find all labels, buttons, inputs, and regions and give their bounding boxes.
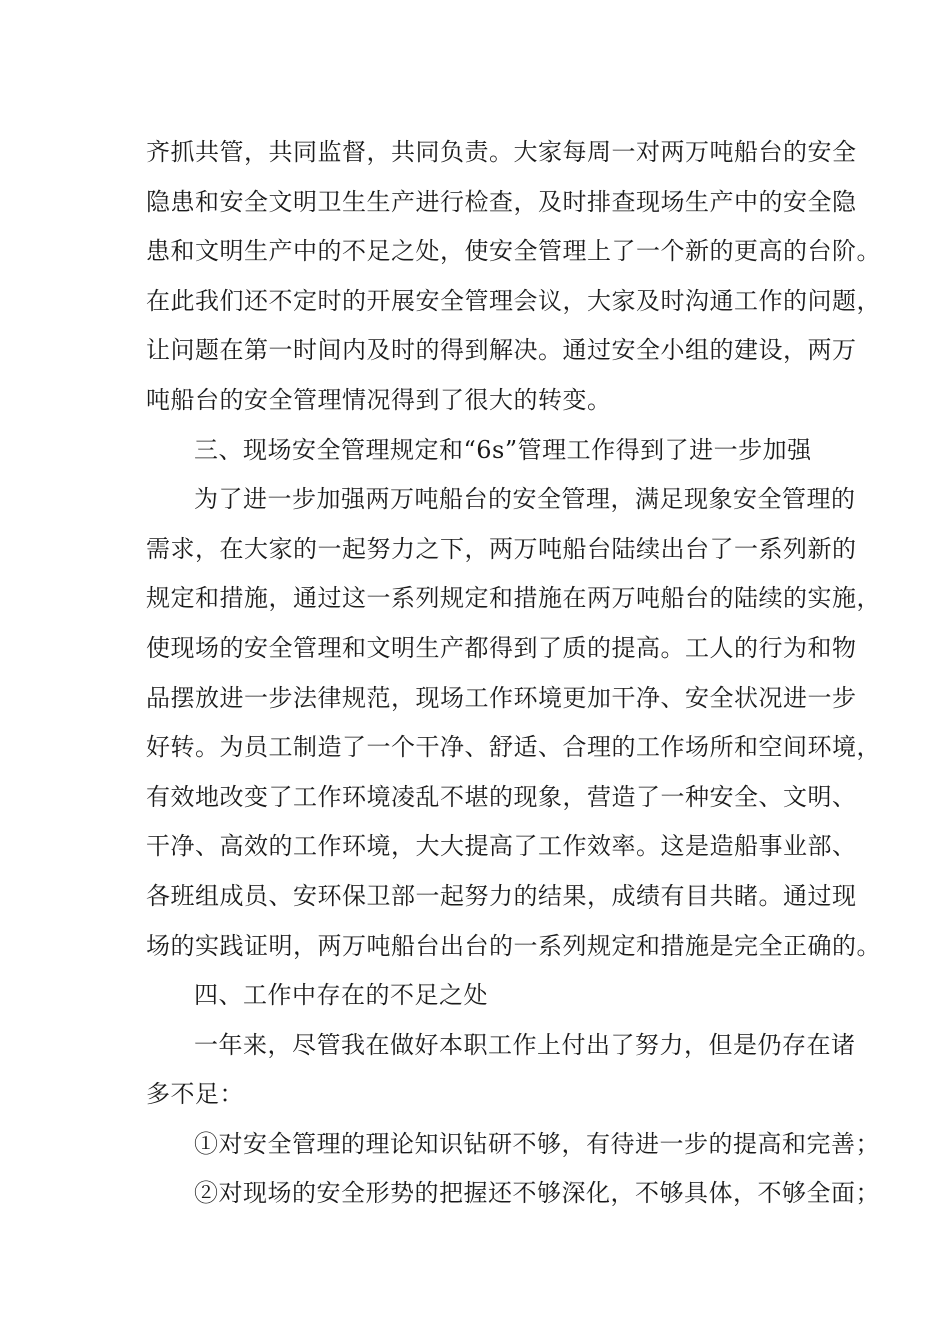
text-line: 多不足： <box>146 1080 244 1109</box>
text-line: 为了进一步加强两万吨船台的安全管理，满足现象安全管理的 <box>194 485 856 514</box>
text-line: 一年来，尽管我在做好本职工作上付出了努力，但是仍存在诸 <box>194 1030 856 1059</box>
text-line: 需求，在大家的一起努力之下，两万吨船台陆续出台了一系列新的 <box>146 534 857 563</box>
text-line: 好转。为员工制造了一个干净、舒适、合理的工作场所和空间环境， <box>146 733 881 762</box>
text-line: 在此我们还不定时的开展安全管理会议，大家及时沟通工作的问题， <box>146 286 881 315</box>
text-line: 齐抓共管，共同监督，共同负责。大家每周一对两万吨船台的安全 <box>146 138 857 166</box>
document-body <box>146 128 881 1219</box>
text-line: 使现场的安全管理和文明生产都得到了质的提高。工人的行为和物 <box>146 633 857 662</box>
text-line: ②对现场的安全形势的把握还不够深化，不够具体，不够全面； <box>194 1179 880 1208</box>
text-line: 各班组成员、安环保卫部一起努力的结果，成绩有目共睹。通过现 <box>146 881 857 910</box>
text-line: 患和文明生产中的不足之处，使安全管理上了一个新的更高的台阶。 <box>146 237 881 266</box>
text-line: 规定和措施，通过这一系列规定和措施在两万吨船台的陆续的实施， <box>146 584 881 613</box>
text-line: 场的实践证明，两万吨船台出台的一系列规定和措施是完全正确的。 <box>146 931 881 960</box>
text-line: 吨船台的安全管理情况得到了很大的转变。 <box>146 385 612 414</box>
text-line: 品摆放进一步法律规范，现场工作环境更加干净、安全状况进一步 <box>146 683 857 712</box>
text-line: 三、现场安全管理规定和“6s”管理工作得到了进一步加强 <box>194 435 812 464</box>
text-line: 有效地改变了工作环境凌乱不堪的现象，营造了一种安全、文明、 <box>146 782 857 811</box>
text-line: 四、工作中存在的不足之处 <box>194 981 488 1010</box>
text-line: 隐患和安全文明卫生生产进行检查，及时排查现场生产中的安全隐 <box>146 187 857 216</box>
text-line: ①对安全管理的理论知识钻研不够，有待进一步的提高和完善； <box>194 1129 880 1158</box>
text-line: 干净、高效的工作环境，大大提高了工作效率。这是造船事业部、 <box>146 832 857 861</box>
text-line: 让问题在第一时间内及时的得到解决。通过安全小组的建设，两万 <box>146 336 857 365</box>
